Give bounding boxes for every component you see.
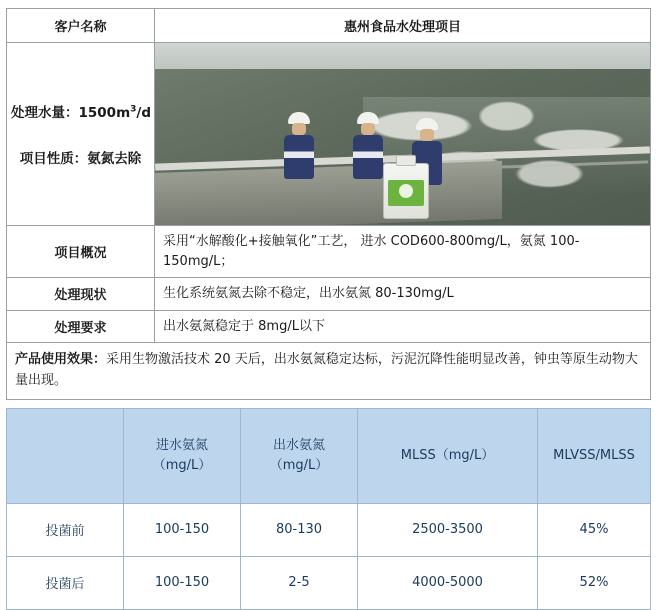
treatment-capacity: 处理水量：$1500m^3/d$ [11,104,152,121]
table-row [7,278,651,311]
cell-before-influent-ammonia: 100-150 [124,503,241,556]
cell-after-effluent-ammonia: 2-5 [241,556,358,609]
table-row [7,503,651,556]
row-value-requirement: 出水氨氮稳定于 8mg/L以下 [155,310,651,343]
container-label [388,180,424,206]
row-value-status: 生化系统氨氮去除不稳定，出水氨氮 80-130mg/L [155,278,651,311]
cell-after-mlvss-ratio: 52% [538,556,651,609]
table-row-header [7,9,651,43]
table-row [7,310,651,343]
table-row [7,226,651,278]
container-cap [396,155,416,166]
photo-worker-1 [284,112,314,179]
cell-before-mlss: 2500-3500 [358,503,538,556]
site-photo [155,43,650,225]
row-label-status: 处理现状 [7,278,155,311]
worker-uniform [353,135,383,179]
worker-head [361,123,375,135]
cell-before-effluent-ammonia: 80-130 [241,503,358,556]
project-photo-cell [155,43,651,226]
column-header-blank [7,408,124,503]
row-label-requirement: 处理要求 [7,310,155,343]
table-row [7,556,651,609]
product-effect-label: 产品使用效果： [15,352,107,367]
worker-uniform [284,135,314,179]
row-label-overview: 项目概况 [7,226,155,278]
comparison-table [6,408,651,610]
table-row-effect [7,343,651,400]
project-title: 惠州食品水处理项目 [155,9,651,43]
project-summary-table [6,8,651,400]
product-effect [7,343,651,400]
row-value-overview: 采用“水解酸化+接触氧化”工艺， 进水 COD600-800mg/L，氨氮 100-150mg/L； [155,226,651,278]
product-effect-text: 采用生物激活技术 20 天后，出水氨氮稳定达标，污泥沉降性能明显改善，钟虫等原生动物大量出现。 [15,352,638,388]
worker-head [292,123,306,135]
table-row-photo [7,43,651,226]
worker-head [420,129,434,141]
row-label-before-dosing: 投菌前 [7,503,124,556]
column-header-influent-ammonia: 进水氨氮 （mg/L） [124,408,241,503]
customer-name-label: 客户名称 [7,9,155,43]
row-label-after-dosing: 投菌后 [7,556,124,609]
cell-after-influent-ammonia: 100-150 [124,556,241,609]
photo-worker-2 [353,112,383,179]
column-header-mlvss-ratio: MLVSS/MLSS [538,408,651,503]
column-header-effluent-ammonia: 出水氨氮 （mg/L） [241,408,358,503]
project-nature: 项目性质：氨氮去除 [19,151,142,167]
product-container [383,163,429,219]
column-header-mlss: MLSS（mg/L） [358,408,538,503]
comparison-table-header-row [7,408,651,503]
cell-after-mlss: 4000-5000 [358,556,538,609]
project-basic-info [7,43,155,226]
cell-before-mlvss-ratio: 45% [538,503,651,556]
photo-walkway [155,161,502,225]
